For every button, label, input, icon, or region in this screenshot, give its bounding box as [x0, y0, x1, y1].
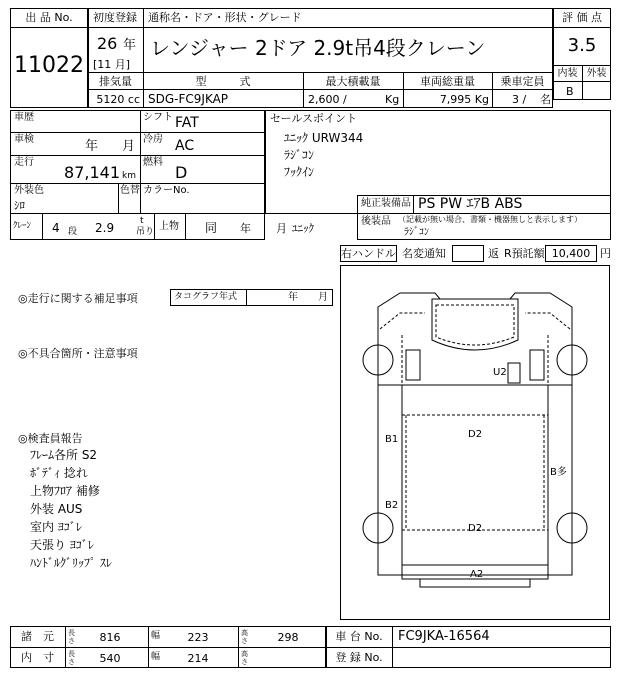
exterior-label: 外装	[586, 68, 607, 79]
exterior-color-label: 外装色	[14, 185, 44, 196]
score-label: 評 価 点	[562, 11, 602, 24]
diagram-mark: D2	[468, 429, 483, 440]
recycle-label: R預託額	[504, 247, 545, 260]
inspector-item: 上物ﾌﾛｱ 補修	[30, 484, 100, 498]
inspector-item: ﾊﾝﾄﾞﾙｸﾞﾘｯﾌﾟ ｽﾚ	[30, 556, 112, 570]
registration-number-label: 登 録 No.	[335, 651, 383, 664]
shift-label: シフト	[143, 112, 173, 123]
color-change-label: 色替	[120, 185, 140, 196]
inner-width: 214	[187, 652, 209, 665]
registration-month: [11 月]	[93, 58, 131, 71]
inspector-report-label: ◎検査員報告	[18, 432, 83, 445]
length-label: 長さ	[68, 650, 75, 666]
capacity-label: 乗車定員	[500, 75, 545, 88]
inspector-item: 外装 AUS	[30, 502, 83, 516]
driving-notes-label: ◎走行に関する補足事項	[18, 292, 138, 305]
aftermarket-label: 後装品	[361, 216, 391, 227]
chassis-number-label: 車 台 No.	[335, 630, 383, 643]
tachograph-month: 月	[318, 292, 328, 303]
interior-grade: B	[566, 85, 574, 98]
shift-value: FAT	[175, 115, 199, 131]
sales-point-item: ﾌｯｸｲﾝ	[284, 165, 315, 179]
width-label: 幅	[151, 631, 161, 641]
outer-dimensions-label: 諸 元	[21, 630, 54, 643]
truck-diagram	[340, 265, 610, 620]
gross-weight-value: 7,995 Kg	[439, 93, 489, 106]
fuel-label: 燃料	[143, 157, 163, 168]
inspector-item: ﾎﾞﾃﾞｨ 捻れ	[30, 466, 88, 480]
outer-width: 223	[187, 631, 209, 644]
color-number-label: カラーNo.	[143, 185, 190, 196]
ac-label: 冷房	[143, 134, 163, 145]
rhd-label: 右ハンドル	[341, 247, 396, 260]
crane-load: 2.9	[95, 221, 115, 235]
capacity-value: 3 /	[512, 93, 527, 106]
inspector-item: 室内 ﾖｺﾞﾚ	[30, 520, 82, 534]
score-value: 3.5	[567, 35, 597, 56]
first-registration-label: 初度登録	[93, 11, 137, 24]
inspection-month: 月	[122, 139, 136, 154]
vehicle-name-label: 通称名・ドア・形状・グレード	[148, 11, 302, 24]
exterior-color-value: ｼﾛ	[14, 199, 25, 212]
diagram-mark: B1	[385, 434, 399, 445]
sales-point-item: ﾕﾆｯｸ URW344	[284, 131, 364, 145]
crane-load-unit-top: t	[140, 216, 144, 226]
crane-stage-unit: 段	[68, 227, 78, 237]
lot-number: 11022	[14, 53, 84, 78]
inspection-year: 年	[85, 139, 99, 154]
inner-length: 540	[99, 652, 121, 665]
mileage-unit: km	[122, 171, 136, 181]
model-value: SDG-FC9JKAP	[148, 92, 229, 106]
max-load-label: 最大積載量	[325, 75, 381, 88]
diagram-mark: B多	[550, 467, 567, 478]
tachograph-label: タコグラフ年式	[174, 292, 238, 302]
name-change-notice-box	[452, 245, 484, 262]
vehicle-name: レンジャー 2ドア 2.9t吊4段クレーン	[150, 36, 486, 60]
registration-year-unit: 年	[123, 38, 137, 53]
outer-length: 816	[99, 631, 121, 644]
width-label: 幅	[151, 652, 161, 662]
crane-stages: 4	[52, 221, 60, 235]
mileage-value: 87,141	[64, 163, 120, 182]
inspector-item: ﾌﾚｰﾑ各所 S2	[30, 448, 98, 462]
diagram-mark: A2	[470, 569, 484, 580]
history-label: 車歴	[14, 112, 34, 123]
diagram-mark: D2	[468, 523, 483, 534]
refund-label: 返	[488, 247, 499, 260]
registration-year: 26	[97, 34, 118, 53]
max-load-value: 2,600 /	[308, 93, 347, 106]
equipment-value: PS PW ｴｱB ABS	[418, 196, 523, 212]
max-load-unit: Kg	[385, 93, 400, 106]
crane-label: ｸﾚｰﾝ	[13, 221, 32, 231]
inspector-item: 天張り ﾖｺﾞﾚ	[30, 538, 94, 552]
fuel-value: D	[175, 163, 188, 182]
model-label: 型 式	[195, 75, 251, 88]
recycle-amount: 10,400	[551, 247, 591, 260]
length-label: 長さ	[68, 629, 75, 645]
lot-number-label: 出 品 No.	[25, 11, 73, 24]
aftermarket-value: ﾗｼﾞｺﾝ	[404, 227, 429, 238]
mileage-label: 走行	[14, 157, 34, 168]
defects-label: ◎不具合箇所・注意事項	[18, 347, 138, 360]
crane-load-unit-bottom: 吊り	[136, 227, 155, 237]
displacement-value: 5120 cc	[96, 93, 140, 106]
upper-body-year: 年	[240, 222, 251, 235]
diagram-mark: B2	[385, 500, 399, 511]
inner-dimensions-label: 内 寸	[21, 651, 54, 664]
aftermarket-note: （記載が無い場合、書類・機器無しと表示します）	[398, 215, 582, 224]
upper-body-maker: ﾕﾆｯｸ	[292, 222, 314, 235]
diagram-mark: U2	[493, 367, 507, 378]
name-change-notice-label: 名変通知	[402, 247, 446, 260]
ac-value: AC	[175, 138, 195, 154]
outer-height: 298	[277, 631, 299, 644]
recycle-unit: 円	[600, 247, 611, 260]
height-label: 高さ	[241, 650, 248, 666]
equipment-label: 純正装備品	[361, 198, 411, 209]
interior-label: 内装	[557, 68, 578, 79]
upper-body-same: 同	[205, 221, 218, 235]
displacement-label: 排気量	[99, 75, 132, 88]
upper-body-month: 月	[276, 222, 287, 235]
sales-point-item: ﾗｼﾞｺﾝ	[284, 148, 315, 162]
chassis-number: FC9JKA-16564	[398, 629, 490, 644]
tachograph-year: 年	[288, 292, 298, 303]
sales-points-label: セールスポイント	[270, 112, 358, 125]
inspection-label: 車検	[14, 134, 34, 145]
gross-weight-label: 車両総重量	[420, 75, 475, 88]
height-label: 高さ	[241, 629, 248, 645]
upper-body-label: 上物	[159, 221, 179, 232]
capacity-unit: 名	[540, 93, 551, 106]
